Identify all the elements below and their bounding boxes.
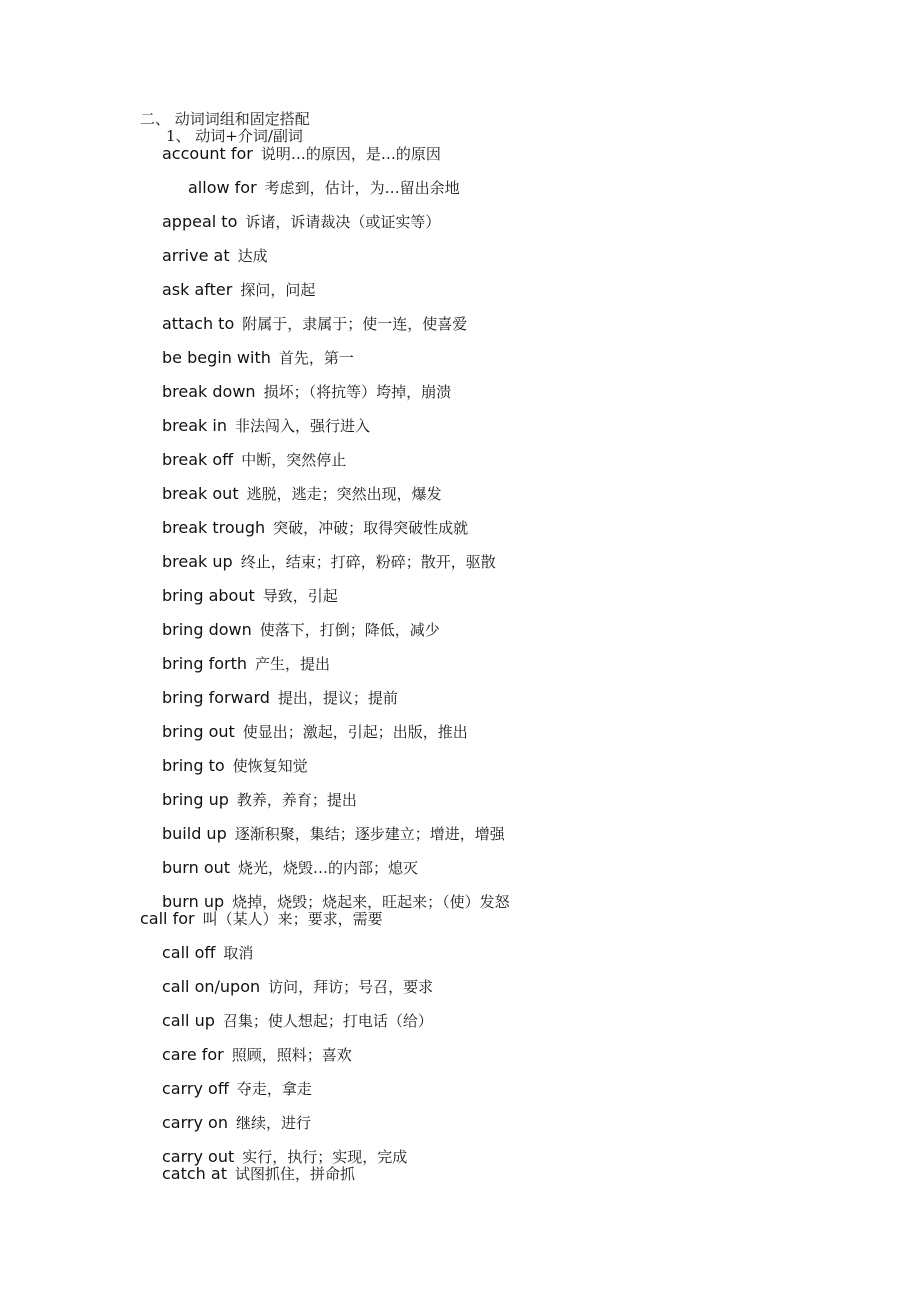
meaning: 继续，进行 [235, 1114, 311, 1132]
phrase: call on/upon [162, 977, 261, 996]
list-item [188, 178, 460, 198]
meaning: 提出，提议；提前 [277, 689, 398, 707]
list-item [162, 1045, 352, 1065]
phrase: burn up [162, 892, 225, 911]
meaning: 说明…的原因，是…的原因 [260, 145, 441, 163]
section-subheading: 1、 动词+介词/副词 [166, 127, 303, 145]
section-heading: 二、 动词词组和固定搭配 [140, 110, 310, 128]
meaning: 教养，养育；提出 [236, 791, 357, 809]
list-item [162, 212, 440, 232]
phrase: bring to [162, 756, 225, 775]
meaning: 逐渐积聚，集结；逐步建立；增进，增强 [234, 825, 505, 843]
list-item [162, 790, 357, 810]
meaning: 逃脱，逃走；突然出现，爆发 [246, 485, 442, 503]
phrase: bring out [162, 722, 235, 741]
list-item [162, 450, 346, 470]
meaning: 非法闯入，强行进入 [234, 417, 370, 435]
list-item [162, 1164, 355, 1184]
meaning: 附属于，隶属于；使一连，使喜爱 [242, 315, 468, 333]
phrase: be begin with [162, 348, 271, 367]
list-item [162, 246, 268, 266]
list-item [162, 654, 330, 674]
meaning: 首先，第一 [278, 349, 354, 367]
list-item [162, 688, 398, 708]
phrase: break up [162, 552, 233, 571]
meaning: 叫（某人）来；要求，需要 [202, 910, 383, 928]
phrase: build up [162, 824, 227, 843]
list-item [162, 1079, 312, 1099]
list-item [162, 484, 442, 504]
meaning: 试图抓住，拼命抓 [234, 1165, 355, 1183]
phrase: allow for [188, 178, 257, 197]
list-item [162, 586, 338, 606]
phrase: appeal to [162, 212, 238, 231]
phrase: bring down [162, 620, 252, 639]
phrase: burn out [162, 858, 231, 877]
phrase: catch at [162, 1164, 227, 1183]
meaning: 终止，结束；打碎，粉碎；散开，驱散 [240, 553, 496, 571]
meaning: 中断，突然停止 [241, 451, 347, 469]
phrase: attach to [162, 314, 235, 333]
meaning: 使恢复知觉 [232, 757, 308, 775]
phrase: care for [162, 1045, 224, 1064]
meaning: 损坏；（将抗等）垮掉，崩溃 [263, 383, 452, 401]
list-item [162, 518, 468, 538]
meaning: 突破，冲破；取得突破性成就 [273, 519, 469, 537]
phrase: call up [162, 1011, 215, 1030]
phrase: break in [162, 416, 227, 435]
phrase: call for [140, 909, 195, 928]
meaning: 使显出；激起，引起；出版，推出 [242, 723, 468, 741]
meaning: 烧光，烧毁…的内部；熄灭 [238, 859, 419, 877]
phrase: account for [162, 144, 253, 163]
meaning: 夺走，拿走 [236, 1080, 312, 1098]
meaning: 诉诸，诉请裁决（或证实等） [245, 213, 441, 231]
meaning: 实行，执行；实现，完成 [242, 1148, 408, 1166]
list-item [162, 144, 441, 164]
list-item [162, 382, 451, 402]
meaning: 取消 [223, 944, 254, 962]
phrase: break out [162, 484, 239, 503]
phrase: break down [162, 382, 256, 401]
list-item [162, 858, 418, 878]
list-item [162, 977, 433, 997]
meaning: 召集；使人想起；打电话（给） [222, 1012, 433, 1030]
phrase: carry on [162, 1113, 228, 1132]
list-item [162, 824, 505, 844]
meaning: 达成 [237, 247, 268, 265]
phrase: break off [162, 450, 234, 469]
phrase: ask after [162, 280, 233, 299]
phrase: bring forth [162, 654, 247, 673]
phrase: arrive at [162, 246, 230, 265]
phrase: bring about [162, 586, 255, 605]
phrase: carry out [162, 1147, 235, 1166]
list-item [162, 348, 354, 368]
phrase: call off [162, 943, 216, 962]
list-item [162, 416, 370, 436]
list-item [162, 756, 308, 776]
list-item [162, 1011, 433, 1031]
list-item [162, 1113, 311, 1133]
phrase: bring forward [162, 688, 270, 707]
meaning: 照顾，照料；喜欢 [231, 1046, 352, 1064]
phrase: carry off [162, 1079, 229, 1098]
meaning: 产生，提出 [254, 655, 330, 673]
list-item [162, 280, 315, 300]
list-item [162, 552, 496, 572]
list-item [162, 722, 468, 742]
phrase: bring up [162, 790, 229, 809]
phrase: break trough [162, 518, 266, 537]
list-item [162, 314, 467, 334]
meaning: 访问，拜访；号召，要求 [268, 978, 434, 996]
meaning: 烧掉，烧毁；烧起来，旺起来；（使）发怒 [232, 893, 510, 911]
meaning: 使落下，打倒；降低，减少 [259, 621, 440, 639]
list-item [162, 620, 440, 640]
meaning: 探问，问起 [240, 281, 316, 299]
list-item [140, 909, 383, 929]
meaning: 导致，引起 [262, 587, 338, 605]
meaning: 考虑到，估计，为…留出余地 [264, 179, 460, 197]
list-item [162, 943, 253, 963]
